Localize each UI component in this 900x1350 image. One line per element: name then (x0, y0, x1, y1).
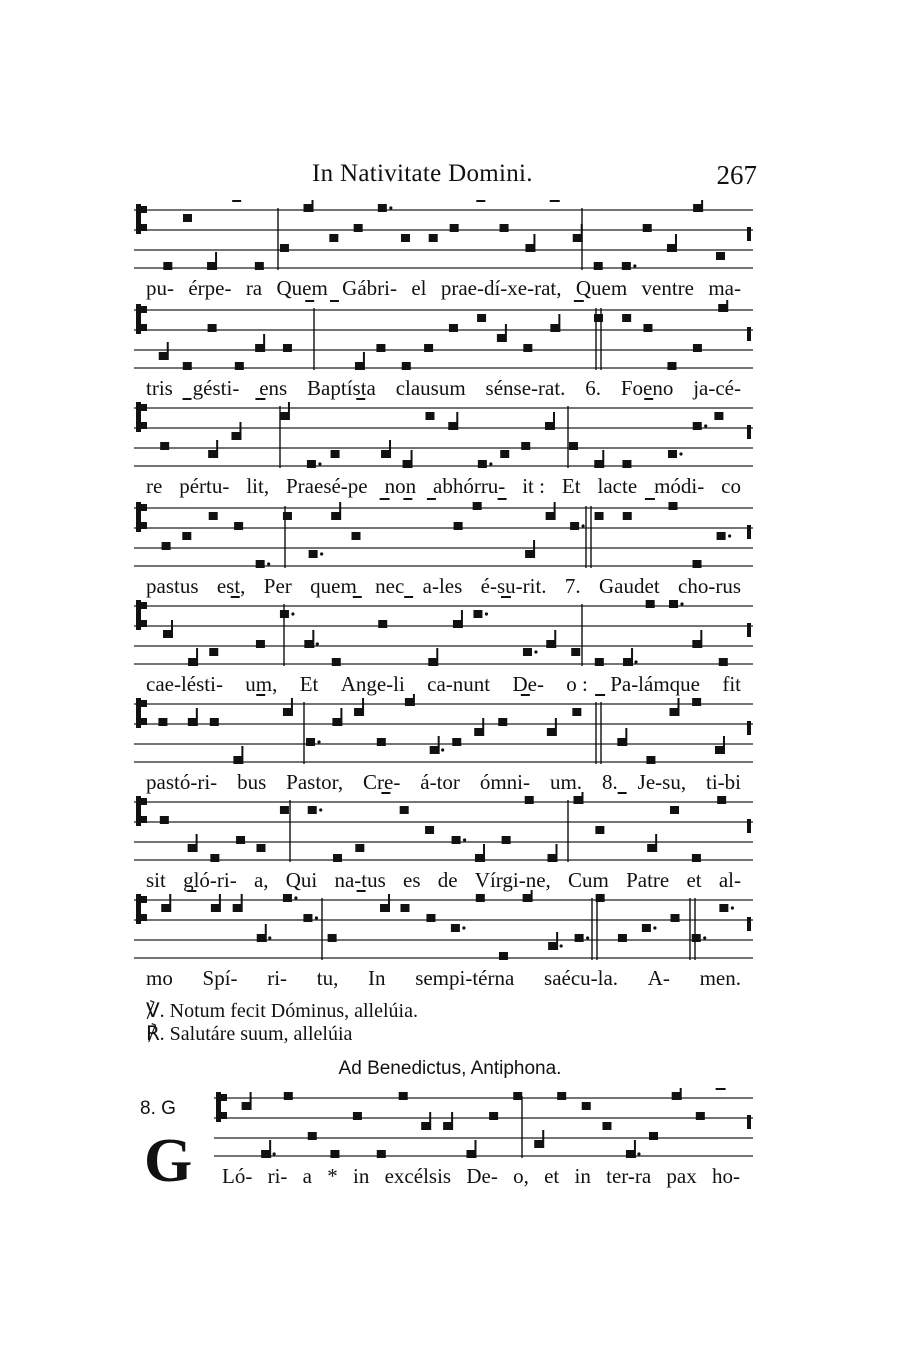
syllable: Cum (568, 868, 609, 892)
syllable: men. (699, 966, 741, 990)
syllable: ho- (712, 1164, 740, 1188)
syllable: Gábri- (342, 276, 397, 300)
chant-system (130, 792, 755, 877)
syllable: quem (310, 574, 357, 598)
syllable: clausum (395, 376, 466, 400)
syllable: Pastor, (286, 770, 344, 794)
response-line: ℟. Salutáre suum, allelúia (146, 1023, 353, 1045)
syllable: 6. (585, 376, 602, 400)
syllable: ja-cé- (693, 376, 741, 400)
syllable: excélsis (384, 1164, 452, 1188)
syllable: el (411, 276, 427, 300)
syllable: Gaudet (599, 574, 660, 598)
syllable: tu, (316, 966, 339, 990)
syllable: módi- (654, 474, 705, 498)
four-line-staff (130, 596, 755, 676)
syllable: ri- (267, 966, 288, 990)
syllable: ventre (641, 276, 694, 300)
syllable: Quem (276, 276, 328, 300)
syllable: pax (666, 1164, 697, 1188)
syllable: á-tor (420, 770, 460, 794)
syllable: A- (647, 966, 670, 990)
syllable: fit (722, 672, 741, 696)
syllable: gló-ri- (183, 868, 237, 892)
syllable: um, (245, 672, 278, 696)
syllable: re (146, 474, 163, 498)
syllable: De- (466, 1164, 498, 1188)
chant-system (130, 890, 755, 975)
lyrics-line (146, 966, 741, 994)
syllable: cho-rus (678, 574, 741, 598)
syllable: est, (216, 574, 246, 598)
page-number: 267 (716, 160, 757, 190)
four-line-staff (130, 498, 755, 578)
syllable: sénse-rat. (485, 376, 566, 400)
syllable: érpe- (188, 276, 232, 300)
syllable: Qui (285, 868, 318, 892)
syllable: Et (299, 672, 319, 696)
chant-system (210, 1088, 755, 1173)
syllable: 7. (564, 574, 581, 598)
syllable: sempi-térna (415, 966, 515, 990)
syllable: o, (513, 1164, 529, 1188)
syllable: Patre (626, 868, 670, 892)
antiphon-title: Ad Benedictus, Antiphona. (338, 1058, 562, 1079)
chant-system (130, 300, 755, 385)
syllable: Ange-li (340, 672, 405, 696)
syllable: Praesé-pe (286, 474, 368, 498)
syllable: é-su-rit. (480, 574, 547, 598)
syllable: tris (146, 376, 173, 400)
syllable: Foeno (620, 376, 674, 400)
syllable: prae-dí-xe-rat, (440, 276, 562, 300)
syllable: Baptísta (307, 376, 376, 400)
syllable: pu- (146, 276, 174, 300)
versicle-line: ℣. Notum fecit Dóminus, allelúia. (146, 1000, 418, 1022)
syllable: De- (512, 672, 544, 696)
syllable: ri- (267, 1164, 288, 1188)
syllable: Et (561, 474, 581, 498)
chant-system (130, 498, 755, 583)
syllable: de (437, 868, 458, 892)
syllable: ra (245, 276, 263, 300)
chant-system (130, 596, 755, 681)
syllable: pastus (146, 574, 199, 598)
syllable: Cre- (363, 770, 401, 794)
syllable: in (353, 1164, 370, 1188)
syllable: abhórru- (433, 474, 506, 498)
four-line-staff (130, 694, 755, 774)
page-title: In Nativitate Domini. (312, 160, 533, 187)
page-header (0, 160, 900, 194)
syllable: ens (259, 376, 288, 400)
syllable: gésti- (192, 376, 240, 400)
syllable: bus (237, 770, 267, 794)
syllable: 8. (601, 770, 618, 794)
syllable: saécu-la. (544, 966, 619, 990)
syllable: Vírgi-ne, (474, 868, 551, 892)
four-line-staff (210, 1088, 755, 1168)
syllable: lacte (597, 474, 638, 498)
four-line-staff (130, 300, 755, 380)
syllable: a-les (422, 574, 463, 598)
mode-indicator: 8. G (140, 1098, 176, 1119)
syllable: it : (522, 474, 545, 498)
chant-system (130, 694, 755, 779)
syllable: pastó-ri- (146, 770, 218, 794)
syllable: a (302, 1164, 312, 1188)
syllable: Je-su, (637, 770, 687, 794)
syllable: In (368, 966, 386, 990)
initial-letter: G (144, 1127, 193, 1195)
syllable: ma- (708, 276, 741, 300)
syllable: es (403, 868, 421, 892)
syllable: ca-nunt (427, 672, 491, 696)
syllable: o : (566, 672, 588, 696)
syllable: al- (718, 868, 741, 892)
syllable: non (384, 474, 417, 498)
syllable: * (327, 1164, 338, 1188)
syllable: ter-ra (606, 1164, 652, 1188)
syllable: Quem (575, 276, 628, 300)
chant-system (130, 200, 755, 285)
syllable: ti-bi (706, 770, 741, 794)
syllable: ómni- (479, 770, 531, 794)
syllable: nec (375, 574, 405, 598)
syllable: um. (549, 770, 583, 794)
syllable: et (544, 1164, 560, 1188)
syllable: in (574, 1164, 591, 1188)
syllable: Spí- (202, 966, 238, 990)
four-line-staff (130, 890, 755, 970)
syllable: Pa-lámque (610, 672, 700, 696)
syllable: pértu- (179, 474, 230, 498)
syllable: na-tus (334, 868, 386, 892)
syllable: co (721, 474, 741, 498)
syllable: mo (146, 966, 173, 990)
syllable: Per (263, 574, 292, 598)
lyrics-line (222, 1164, 740, 1192)
syllable: lit, (246, 474, 270, 498)
syllable: et (686, 868, 702, 892)
syllable: Ló- (222, 1164, 253, 1188)
syllable: cae-lésti- (146, 672, 223, 696)
chant-system (130, 398, 755, 483)
syllable: sit (146, 868, 166, 892)
four-line-staff (130, 398, 755, 478)
four-line-staff (130, 792, 755, 872)
syllable: a, (253, 868, 269, 892)
four-line-staff (130, 200, 755, 280)
